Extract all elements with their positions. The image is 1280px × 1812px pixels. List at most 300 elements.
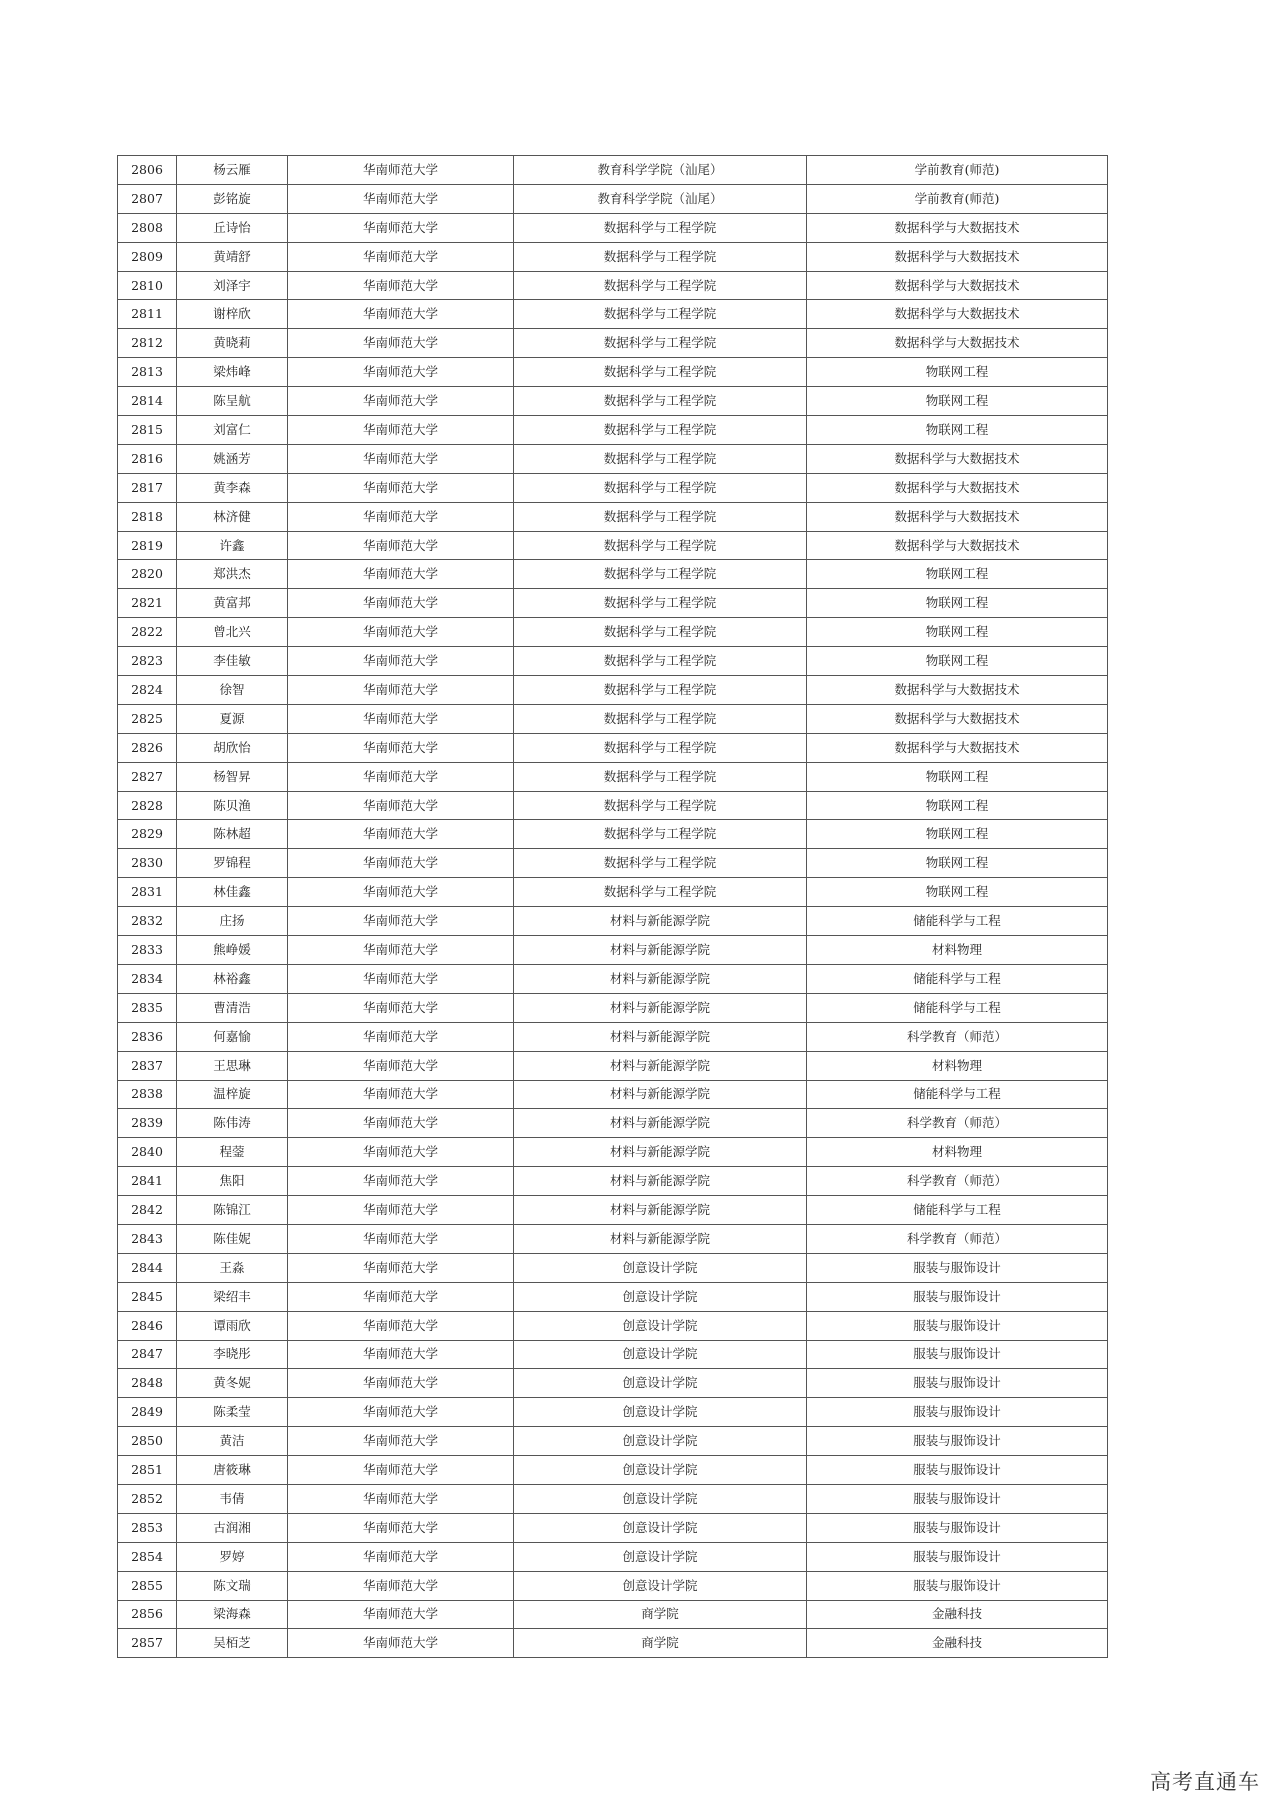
cell-name: 何嘉愉 bbox=[177, 1022, 288, 1051]
cell-name: 陈呈航 bbox=[177, 387, 288, 416]
cell-university: 华南师范大学 bbox=[288, 1369, 514, 1398]
cell-number: 2855 bbox=[118, 1571, 177, 1600]
cell-name: 黄洁 bbox=[177, 1427, 288, 1456]
cell-major: 服装与服饰设计 bbox=[807, 1484, 1108, 1513]
cell-number: 2824 bbox=[118, 676, 177, 705]
cell-name: 胡欣怡 bbox=[177, 733, 288, 762]
cell-number: 2823 bbox=[118, 647, 177, 676]
cell-name: 黄晓莉 bbox=[177, 329, 288, 358]
cell-college: 数据科学与工程学院 bbox=[514, 878, 807, 907]
cell-university: 华南师范大学 bbox=[288, 560, 514, 589]
cell-name: 曾北兴 bbox=[177, 618, 288, 647]
cell-major: 数据科学与大数据技术 bbox=[807, 242, 1108, 271]
cell-number: 2842 bbox=[118, 1196, 177, 1225]
table-row bbox=[118, 213, 1108, 242]
cell-university: 华南师范大学 bbox=[288, 618, 514, 647]
cell-university: 华南师范大学 bbox=[288, 1629, 514, 1658]
cell-major: 物联网工程 bbox=[807, 878, 1108, 907]
cell-number: 2848 bbox=[118, 1369, 177, 1398]
cell-name: 唐筱琳 bbox=[177, 1456, 288, 1485]
cell-name: 黄李森 bbox=[177, 473, 288, 502]
cell-major: 数据科学与大数据技术 bbox=[807, 213, 1108, 242]
cell-number: 2830 bbox=[118, 849, 177, 878]
cell-name: 陈伟涛 bbox=[177, 1109, 288, 1138]
cell-number: 2818 bbox=[118, 502, 177, 531]
cell-college: 数据科学与工程学院 bbox=[514, 329, 807, 358]
cell-major: 材料物理 bbox=[807, 936, 1108, 965]
cell-number: 2841 bbox=[118, 1167, 177, 1196]
table-row bbox=[118, 1513, 1108, 1542]
cell-college: 数据科学与工程学院 bbox=[514, 762, 807, 791]
cell-college: 数据科学与工程学院 bbox=[514, 300, 807, 329]
cell-university: 华南师范大学 bbox=[288, 1456, 514, 1485]
cell-major: 物联网工程 bbox=[807, 647, 1108, 676]
table-row bbox=[118, 791, 1108, 820]
cell-name: 王淼 bbox=[177, 1253, 288, 1282]
table-row bbox=[118, 936, 1108, 965]
cell-major: 数据科学与大数据技术 bbox=[807, 473, 1108, 502]
cell-number: 2808 bbox=[118, 213, 177, 242]
table-row bbox=[118, 1196, 1108, 1225]
cell-number: 2833 bbox=[118, 936, 177, 965]
cell-major: 储能科学与工程 bbox=[807, 1080, 1108, 1109]
cell-major: 材料物理 bbox=[807, 1051, 1108, 1080]
table-row bbox=[118, 1282, 1108, 1311]
table-row bbox=[118, 1484, 1108, 1513]
table-row bbox=[118, 589, 1108, 618]
cell-university: 华南师范大学 bbox=[288, 1224, 514, 1253]
cell-name: 程蓥 bbox=[177, 1138, 288, 1167]
cell-major: 科学教育（师范） bbox=[807, 1022, 1108, 1051]
cell-university: 华南师范大学 bbox=[288, 1311, 514, 1340]
cell-name: 吴栢芝 bbox=[177, 1629, 288, 1658]
cell-name: 陈锦江 bbox=[177, 1196, 288, 1225]
cell-number: 2857 bbox=[118, 1629, 177, 1658]
table-row bbox=[118, 1571, 1108, 1600]
roster-table bbox=[117, 155, 1108, 1658]
cell-college: 创意设计学院 bbox=[514, 1542, 807, 1571]
cell-number: 2820 bbox=[118, 560, 177, 589]
cell-college: 材料与新能源学院 bbox=[514, 1167, 807, 1196]
cell-university: 华南师范大学 bbox=[288, 1109, 514, 1138]
cell-number: 2809 bbox=[118, 242, 177, 271]
cell-college: 材料与新能源学院 bbox=[514, 1080, 807, 1109]
cell-name: 曹清浩 bbox=[177, 993, 288, 1022]
cell-number: 2856 bbox=[118, 1600, 177, 1629]
cell-number: 2813 bbox=[118, 358, 177, 387]
cell-college: 教育科学学院（汕尾） bbox=[514, 184, 807, 213]
cell-college: 材料与新能源学院 bbox=[514, 907, 807, 936]
cell-university: 华南师范大学 bbox=[288, 647, 514, 676]
table-row bbox=[118, 1253, 1108, 1282]
table-row bbox=[118, 531, 1108, 560]
cell-college: 数据科学与工程学院 bbox=[514, 791, 807, 820]
cell-number: 2829 bbox=[118, 820, 177, 849]
cell-name: 陈柔莹 bbox=[177, 1398, 288, 1427]
cell-university: 华南师范大学 bbox=[288, 213, 514, 242]
cell-university: 华南师范大学 bbox=[288, 589, 514, 618]
cell-major: 数据科学与大数据技术 bbox=[807, 300, 1108, 329]
cell-number: 2837 bbox=[118, 1051, 177, 1080]
table-row bbox=[118, 849, 1108, 878]
cell-college: 数据科学与工程学院 bbox=[514, 387, 807, 416]
cell-name: 杨云雁 bbox=[177, 156, 288, 185]
cell-college: 创意设计学院 bbox=[514, 1282, 807, 1311]
cell-college: 数据科学与工程学院 bbox=[514, 704, 807, 733]
cell-university: 华南师范大学 bbox=[288, 1571, 514, 1600]
cell-name: 罗婷 bbox=[177, 1542, 288, 1571]
cell-name: 温梓旋 bbox=[177, 1080, 288, 1109]
roster-body bbox=[118, 156, 1108, 1658]
cell-university: 华南师范大学 bbox=[288, 1427, 514, 1456]
cell-number: 2832 bbox=[118, 907, 177, 936]
cell-university: 华南师范大学 bbox=[288, 1253, 514, 1282]
cell-college: 创意设计学院 bbox=[514, 1369, 807, 1398]
cell-college: 数据科学与工程学院 bbox=[514, 589, 807, 618]
table-row bbox=[118, 444, 1108, 473]
cell-university: 华南师范大学 bbox=[288, 733, 514, 762]
cell-major: 服装与服饰设计 bbox=[807, 1427, 1108, 1456]
cell-name: 陈林超 bbox=[177, 820, 288, 849]
cell-university: 华南师范大学 bbox=[288, 1484, 514, 1513]
cell-name: 黄靖舒 bbox=[177, 242, 288, 271]
cell-number: 2814 bbox=[118, 387, 177, 416]
table-row bbox=[118, 907, 1108, 936]
cell-college: 数据科学与工程学院 bbox=[514, 416, 807, 445]
cell-college: 数据科学与工程学院 bbox=[514, 242, 807, 271]
cell-university: 华南师范大学 bbox=[288, 271, 514, 300]
cell-number: 2817 bbox=[118, 473, 177, 502]
cell-college: 数据科学与工程学院 bbox=[514, 444, 807, 473]
cell-university: 华南师范大学 bbox=[288, 1340, 514, 1369]
table-row bbox=[118, 1109, 1108, 1138]
table-row bbox=[118, 820, 1108, 849]
cell-number: 2838 bbox=[118, 1080, 177, 1109]
cell-major: 学前教育(师范) bbox=[807, 184, 1108, 213]
table-row bbox=[118, 676, 1108, 705]
cell-number: 2819 bbox=[118, 531, 177, 560]
cell-major: 科学教育（师范） bbox=[807, 1167, 1108, 1196]
table-row bbox=[118, 387, 1108, 416]
cell-university: 华南师范大学 bbox=[288, 329, 514, 358]
cell-university: 华南师范大学 bbox=[288, 849, 514, 878]
cell-college: 材料与新能源学院 bbox=[514, 1109, 807, 1138]
cell-university: 华南师范大学 bbox=[288, 444, 514, 473]
cell-major: 学前教育(师范) bbox=[807, 156, 1108, 185]
cell-major: 材料物理 bbox=[807, 1138, 1108, 1167]
table-row bbox=[118, 762, 1108, 791]
cell-major: 物联网工程 bbox=[807, 762, 1108, 791]
cell-university: 华南师范大学 bbox=[288, 300, 514, 329]
table-row bbox=[118, 1224, 1108, 1253]
cell-major: 数据科学与大数据技术 bbox=[807, 271, 1108, 300]
cell-major: 物联网工程 bbox=[807, 560, 1108, 589]
cell-college: 创意设计学院 bbox=[514, 1513, 807, 1542]
cell-major: 服装与服饰设计 bbox=[807, 1311, 1108, 1340]
table-row bbox=[118, 156, 1108, 185]
cell-number: 2806 bbox=[118, 156, 177, 185]
cell-number: 2836 bbox=[118, 1022, 177, 1051]
cell-college: 数据科学与工程学院 bbox=[514, 849, 807, 878]
cell-name: 黄富邦 bbox=[177, 589, 288, 618]
cell-major: 物联网工程 bbox=[807, 589, 1108, 618]
cell-number: 2811 bbox=[118, 300, 177, 329]
cell-university: 华南师范大学 bbox=[288, 993, 514, 1022]
cell-college: 数据科学与工程学院 bbox=[514, 531, 807, 560]
cell-name: 徐智 bbox=[177, 676, 288, 705]
cell-major: 服装与服饰设计 bbox=[807, 1398, 1108, 1427]
cell-name: 王思琳 bbox=[177, 1051, 288, 1080]
cell-major: 数据科学与大数据技术 bbox=[807, 444, 1108, 473]
cell-university: 华南师范大学 bbox=[288, 473, 514, 502]
cell-major: 数据科学与大数据技术 bbox=[807, 531, 1108, 560]
cell-college: 材料与新能源学院 bbox=[514, 1022, 807, 1051]
cell-college: 材料与新能源学院 bbox=[514, 964, 807, 993]
cell-university: 华南师范大学 bbox=[288, 676, 514, 705]
cell-number: 2826 bbox=[118, 733, 177, 762]
cell-number: 2843 bbox=[118, 1224, 177, 1253]
cell-name: 韦倩 bbox=[177, 1484, 288, 1513]
table-row bbox=[118, 1427, 1108, 1456]
table-row bbox=[118, 300, 1108, 329]
cell-college: 创意设计学院 bbox=[514, 1340, 807, 1369]
cell-college: 商学院 bbox=[514, 1629, 807, 1658]
table-row bbox=[118, 704, 1108, 733]
table-row bbox=[118, 1398, 1108, 1427]
cell-major: 数据科学与大数据技术 bbox=[807, 502, 1108, 531]
cell-major: 物联网工程 bbox=[807, 358, 1108, 387]
cell-university: 华南师范大学 bbox=[288, 791, 514, 820]
cell-number: 2847 bbox=[118, 1340, 177, 1369]
table-row bbox=[118, 993, 1108, 1022]
cell-university: 华南师范大学 bbox=[288, 531, 514, 560]
cell-university: 华南师范大学 bbox=[288, 1167, 514, 1196]
cell-college: 数据科学与工程学院 bbox=[514, 502, 807, 531]
table-row bbox=[118, 1080, 1108, 1109]
cell-name: 林裕鑫 bbox=[177, 964, 288, 993]
cell-number: 2807 bbox=[118, 184, 177, 213]
cell-name: 熊峥媛 bbox=[177, 936, 288, 965]
cell-major: 金融科技 bbox=[807, 1600, 1108, 1629]
cell-name: 焦阳 bbox=[177, 1167, 288, 1196]
cell-number: 2825 bbox=[118, 704, 177, 733]
table-row bbox=[118, 242, 1108, 271]
cell-college: 数据科学与工程学院 bbox=[514, 820, 807, 849]
cell-major: 物联网工程 bbox=[807, 416, 1108, 445]
cell-university: 华南师范大学 bbox=[288, 964, 514, 993]
cell-college: 材料与新能源学院 bbox=[514, 1196, 807, 1225]
table-row bbox=[118, 358, 1108, 387]
cell-name: 许鑫 bbox=[177, 531, 288, 560]
cell-college: 材料与新能源学院 bbox=[514, 936, 807, 965]
cell-university: 华南师范大学 bbox=[288, 387, 514, 416]
cell-major: 服装与服饰设计 bbox=[807, 1542, 1108, 1571]
cell-number: 2810 bbox=[118, 271, 177, 300]
cell-major: 服装与服饰设计 bbox=[807, 1282, 1108, 1311]
cell-university: 华南师范大学 bbox=[288, 1022, 514, 1051]
cell-university: 华南师范大学 bbox=[288, 762, 514, 791]
cell-name: 杨智昇 bbox=[177, 762, 288, 791]
cell-college: 数据科学与工程学院 bbox=[514, 560, 807, 589]
table-row bbox=[118, 1456, 1108, 1485]
table-row bbox=[118, 502, 1108, 531]
table-row bbox=[118, 271, 1108, 300]
cell-college: 创意设计学院 bbox=[514, 1311, 807, 1340]
cell-number: 2851 bbox=[118, 1456, 177, 1485]
cell-number: 2821 bbox=[118, 589, 177, 618]
cell-name: 梁海森 bbox=[177, 1600, 288, 1629]
cell-college: 商学院 bbox=[514, 1600, 807, 1629]
table-row bbox=[118, 964, 1108, 993]
table-row bbox=[118, 473, 1108, 502]
cell-major: 数据科学与大数据技术 bbox=[807, 676, 1108, 705]
table-row bbox=[118, 878, 1108, 907]
table-row bbox=[118, 733, 1108, 762]
cell-university: 华南师范大学 bbox=[288, 1282, 514, 1311]
cell-major: 储能科学与工程 bbox=[807, 1196, 1108, 1225]
cell-major: 物联网工程 bbox=[807, 820, 1108, 849]
cell-university: 华南师范大学 bbox=[288, 907, 514, 936]
cell-major: 储能科学与工程 bbox=[807, 993, 1108, 1022]
cell-major: 储能科学与工程 bbox=[807, 964, 1108, 993]
cell-name: 夏源 bbox=[177, 704, 288, 733]
cell-name: 陈贝渔 bbox=[177, 791, 288, 820]
cell-college: 数据科学与工程学院 bbox=[514, 358, 807, 387]
cell-college: 创意设计学院 bbox=[514, 1253, 807, 1282]
cell-major: 服装与服饰设计 bbox=[807, 1513, 1108, 1542]
cell-college: 数据科学与工程学院 bbox=[514, 618, 807, 647]
cell-college: 数据科学与工程学院 bbox=[514, 733, 807, 762]
cell-university: 华南师范大学 bbox=[288, 1398, 514, 1427]
cell-name: 李佳敏 bbox=[177, 647, 288, 676]
cell-university: 华南师范大学 bbox=[288, 416, 514, 445]
cell-college: 创意设计学院 bbox=[514, 1456, 807, 1485]
cell-name: 林济健 bbox=[177, 502, 288, 531]
cell-name: 谢梓欣 bbox=[177, 300, 288, 329]
cell-name: 谭雨欣 bbox=[177, 1311, 288, 1340]
table-row bbox=[118, 1167, 1108, 1196]
cell-university: 华南师范大学 bbox=[288, 1600, 514, 1629]
cell-university: 华南师范大学 bbox=[288, 502, 514, 531]
cell-college: 数据科学与工程学院 bbox=[514, 647, 807, 676]
cell-university: 华南师范大学 bbox=[288, 1080, 514, 1109]
cell-college: 材料与新能源学院 bbox=[514, 1138, 807, 1167]
cell-major: 物联网工程 bbox=[807, 791, 1108, 820]
cell-university: 华南师范大学 bbox=[288, 1196, 514, 1225]
cell-university: 华南师范大学 bbox=[288, 358, 514, 387]
cell-college: 创意设计学院 bbox=[514, 1484, 807, 1513]
table-row bbox=[118, 1138, 1108, 1167]
table-row bbox=[118, 1629, 1108, 1658]
cell-number: 2816 bbox=[118, 444, 177, 473]
table-row bbox=[118, 1369, 1108, 1398]
cell-college: 创意设计学院 bbox=[514, 1427, 807, 1456]
cell-number: 2853 bbox=[118, 1513, 177, 1542]
watermark-text: 高考直通车 bbox=[1150, 1770, 1260, 1794]
cell-college: 数据科学与工程学院 bbox=[514, 473, 807, 502]
cell-college: 创意设计学院 bbox=[514, 1571, 807, 1600]
cell-major: 服装与服饰设计 bbox=[807, 1571, 1108, 1600]
cell-major: 科学教育（师范） bbox=[807, 1109, 1108, 1138]
cell-college: 材料与新能源学院 bbox=[514, 1051, 807, 1080]
cell-college: 创意设计学院 bbox=[514, 1398, 807, 1427]
cell-number: 2854 bbox=[118, 1542, 177, 1571]
table-row bbox=[118, 1340, 1108, 1369]
cell-number: 2831 bbox=[118, 878, 177, 907]
table-row bbox=[118, 329, 1108, 358]
cell-name: 彭铭旋 bbox=[177, 184, 288, 213]
table-row bbox=[118, 1051, 1108, 1080]
cell-university: 华南师范大学 bbox=[288, 156, 514, 185]
cell-name: 梁绍丰 bbox=[177, 1282, 288, 1311]
cell-university: 华南师范大学 bbox=[288, 1051, 514, 1080]
cell-name: 李晓彤 bbox=[177, 1340, 288, 1369]
cell-university: 华南师范大学 bbox=[288, 1542, 514, 1571]
cell-name: 丘诗怡 bbox=[177, 213, 288, 242]
cell-university: 华南师范大学 bbox=[288, 704, 514, 733]
table-row bbox=[118, 416, 1108, 445]
cell-number: 2846 bbox=[118, 1311, 177, 1340]
cell-college: 数据科学与工程学院 bbox=[514, 213, 807, 242]
table-row bbox=[118, 1542, 1108, 1571]
cell-major: 服装与服饰设计 bbox=[807, 1253, 1108, 1282]
table-row bbox=[118, 618, 1108, 647]
cell-university: 华南师范大学 bbox=[288, 1513, 514, 1542]
cell-number: 2840 bbox=[118, 1138, 177, 1167]
cell-college: 教育科学学院（汕尾） bbox=[514, 156, 807, 185]
cell-college: 材料与新能源学院 bbox=[514, 1224, 807, 1253]
cell-college: 材料与新能源学院 bbox=[514, 993, 807, 1022]
cell-number: 2828 bbox=[118, 791, 177, 820]
cell-number: 2827 bbox=[118, 762, 177, 791]
cell-major: 储能科学与工程 bbox=[807, 907, 1108, 936]
table-row bbox=[118, 560, 1108, 589]
cell-number: 2844 bbox=[118, 1253, 177, 1282]
cell-name: 陈佳妮 bbox=[177, 1224, 288, 1253]
cell-number: 2845 bbox=[118, 1282, 177, 1311]
cell-major: 物联网工程 bbox=[807, 849, 1108, 878]
cell-number: 2839 bbox=[118, 1109, 177, 1138]
cell-number: 2812 bbox=[118, 329, 177, 358]
table-row bbox=[118, 1600, 1108, 1629]
cell-name: 刘泽宇 bbox=[177, 271, 288, 300]
cell-university: 华南师范大学 bbox=[288, 820, 514, 849]
cell-name: 古润湘 bbox=[177, 1513, 288, 1542]
cell-name: 刘富仁 bbox=[177, 416, 288, 445]
cell-number: 2849 bbox=[118, 1398, 177, 1427]
cell-college: 数据科学与工程学院 bbox=[514, 271, 807, 300]
cell-number: 2822 bbox=[118, 618, 177, 647]
cell-number: 2815 bbox=[118, 416, 177, 445]
cell-major: 数据科学与大数据技术 bbox=[807, 704, 1108, 733]
table-row bbox=[118, 1022, 1108, 1051]
cell-university: 华南师范大学 bbox=[288, 878, 514, 907]
cell-university: 华南师范大学 bbox=[288, 184, 514, 213]
cell-name: 黄冬妮 bbox=[177, 1369, 288, 1398]
cell-major: 服装与服饰设计 bbox=[807, 1456, 1108, 1485]
cell-name: 林佳鑫 bbox=[177, 878, 288, 907]
cell-major: 金融科技 bbox=[807, 1629, 1108, 1658]
cell-major: 数据科学与大数据技术 bbox=[807, 329, 1108, 358]
cell-number: 2834 bbox=[118, 964, 177, 993]
cell-major: 数据科学与大数据技术 bbox=[807, 733, 1108, 762]
table-row bbox=[118, 184, 1108, 213]
cell-name: 郑洪杰 bbox=[177, 560, 288, 589]
cell-major: 物联网工程 bbox=[807, 387, 1108, 416]
cell-name: 陈文瑞 bbox=[177, 1571, 288, 1600]
cell-name: 梁炜峰 bbox=[177, 358, 288, 387]
cell-major: 服装与服饰设计 bbox=[807, 1340, 1108, 1369]
